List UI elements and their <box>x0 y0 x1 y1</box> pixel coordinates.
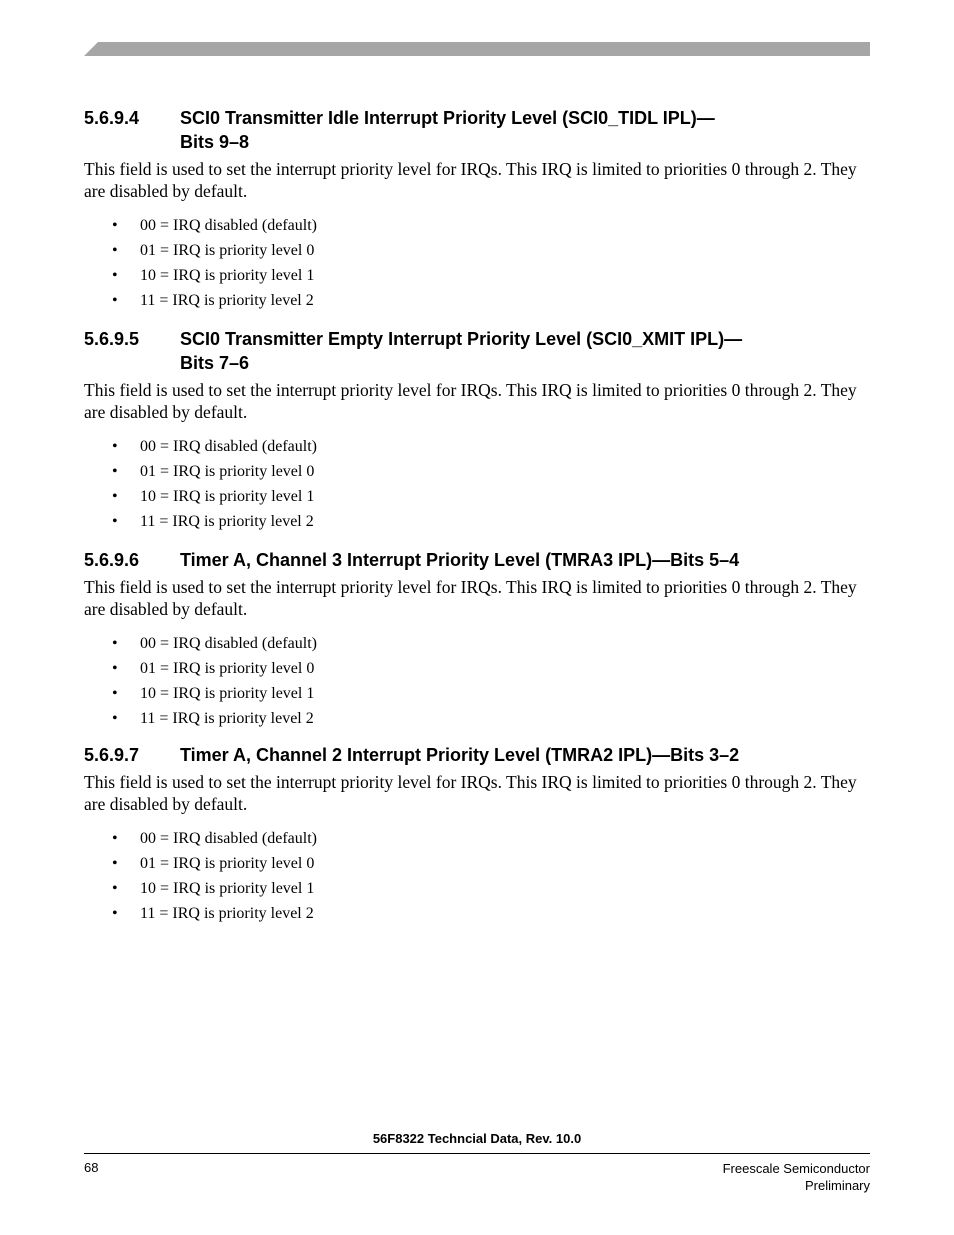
section-5-6-9-5 <box>84 327 874 534</box>
bullet-icon: • <box>112 267 118 284</box>
list-item <box>84 459 874 484</box>
section-heading <box>84 548 874 572</box>
section-title <box>180 327 874 375</box>
bullet-icon: • <box>112 217 118 234</box>
section-title-line1: Timer A, Channel 2 Interrupt Priority Level (TMRA2 IPL)—Bits 3–2 <box>180 745 740 765</box>
bullet-icon: • <box>112 438 118 455</box>
list-item <box>84 656 874 681</box>
section-title-line2: Bits 9–8 <box>180 132 250 152</box>
section-heading <box>84 327 874 375</box>
bullet-icon: • <box>112 660 118 677</box>
list-item-text: 00 = IRQ disabled (default) <box>140 830 317 847</box>
footer-divider <box>84 1153 870 1154</box>
section-number: 5.6.9.7 <box>84 745 140 765</box>
list-item <box>84 509 874 534</box>
list-item <box>84 901 874 926</box>
list-item <box>84 851 874 876</box>
section-number: 5.6.9.6 <box>84 550 140 570</box>
list-item-text: 10 = IRQ is priority level 1 <box>140 880 315 897</box>
list-item-text: 01 = IRQ is priority level 0 <box>140 242 315 259</box>
list-item-text: 11 = IRQ is priority level 2 <box>140 905 314 922</box>
section-5-6-9-6 <box>84 548 874 731</box>
list-item <box>84 213 874 238</box>
list-item-text: 01 = IRQ is priority level 0 <box>140 463 315 480</box>
bullet-icon: • <box>112 463 118 480</box>
section-title-line2: Bits 7–6 <box>180 353 250 373</box>
bullet-icon: • <box>112 905 118 922</box>
list-item <box>84 706 874 731</box>
bullet-icon: • <box>112 880 118 897</box>
list-item <box>84 288 874 313</box>
list-item-text: 01 = IRQ is priority level 0 <box>140 660 315 677</box>
section-title-line1: SCI0 Transmitter Idle Interrupt Priority Level (SCI0_TIDL IPL)— <box>180 108 715 128</box>
section-title <box>180 548 874 572</box>
header-bar <box>84 42 870 56</box>
list-item <box>84 826 874 851</box>
section-body: This field is used to set the interrupt priority level for IRQs. This IRQ is limited to priorities 0 through 2. They are disabled by default. <box>84 380 857 422</box>
bullet-list <box>84 631 874 731</box>
bullet-icon: • <box>112 242 118 259</box>
section-body: This field is used to set the interrupt priority level for IRQs. This IRQ is limited to priorities 0 through 2. They are disabled by default. <box>84 159 857 201</box>
list-item <box>84 434 874 459</box>
list-item-text: 00 = IRQ disabled (default) <box>140 438 317 455</box>
section-title-line1: Timer A, Channel 3 Interrupt Priority Level (TMRA3 IPL)—Bits 5–4 <box>180 550 740 570</box>
bullet-icon: • <box>112 830 118 847</box>
footer-company-block <box>723 1160 870 1194</box>
list-item <box>84 876 874 901</box>
bullet-icon: • <box>112 710 118 727</box>
list-item-text: 01 = IRQ is priority level 0 <box>140 855 315 872</box>
bullet-list <box>84 213 874 313</box>
section-body: This field is used to set the interrupt priority level for IRQs. This IRQ is limited to priorities 0 through 2. They are disabled by default. <box>84 577 857 619</box>
section-heading <box>84 106 874 154</box>
bullet-list <box>84 826 874 926</box>
page-number: 68 <box>84 1160 99 1175</box>
section-title-line1: SCI0 Transmitter Empty Interrupt Priority Level (SCI0_XMIT IPL)— <box>180 329 743 349</box>
list-item <box>84 631 874 656</box>
list-item-text: 10 = IRQ is priority level 1 <box>140 267 315 284</box>
list-item-text: 00 = IRQ disabled (default) <box>140 635 317 652</box>
bullet-icon: • <box>112 488 118 505</box>
bullet-icon: • <box>112 513 118 530</box>
list-item <box>84 484 874 509</box>
bullet-list <box>84 434 874 534</box>
section-5-6-9-7 <box>84 743 874 926</box>
bullet-icon: • <box>112 685 118 702</box>
list-item <box>84 263 874 288</box>
bullet-icon: • <box>112 635 118 652</box>
section-number: 5.6.9.4 <box>84 108 140 128</box>
list-item-text: 10 = IRQ is priority level 1 <box>140 685 315 702</box>
section-5-6-9-4 <box>84 106 874 313</box>
list-item-text: 10 = IRQ is priority level 1 <box>140 488 315 505</box>
bullet-icon: • <box>112 855 118 872</box>
list-item <box>84 238 874 263</box>
list-item-text: 11 = IRQ is priority level 2 <box>140 513 314 530</box>
list-item <box>84 681 874 706</box>
footer-status: Preliminary <box>804 1178 870 1193</box>
footer-company: Freescale Semiconductor <box>722 1161 870 1176</box>
section-number: 5.6.9.5 <box>84 329 140 349</box>
section-title <box>180 106 874 154</box>
section-body: This field is used to set the interrupt priority level for IRQs. This IRQ is limited to priorities 0 through 2. They are disabled by default. <box>84 772 857 814</box>
footer-doc-title: 56F8322 Techncial Data, Rev. 10.0 <box>372 1131 582 1146</box>
section-heading <box>84 743 874 767</box>
list-item-text: 00 = IRQ disabled (default) <box>140 217 317 234</box>
list-item-text: 11 = IRQ is priority level 2 <box>140 710 314 727</box>
section-title <box>180 743 874 767</box>
bullet-icon: • <box>112 292 118 309</box>
list-item-text: 11 = IRQ is priority level 2 <box>140 292 314 309</box>
